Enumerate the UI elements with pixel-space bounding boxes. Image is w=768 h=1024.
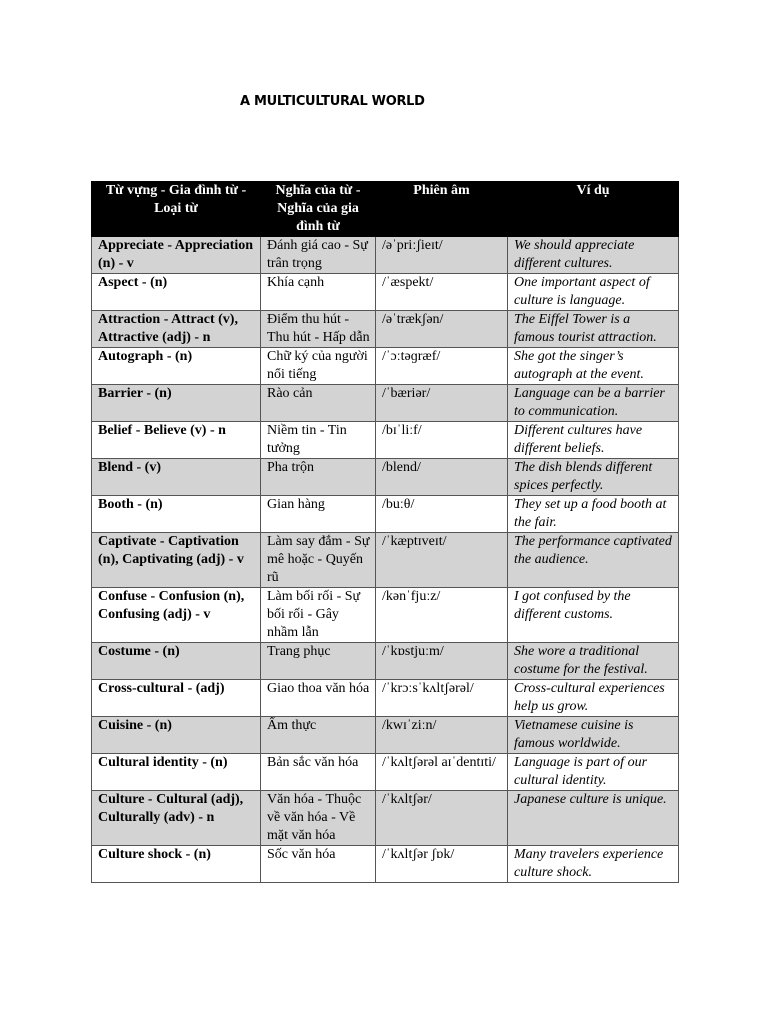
table-row — [92, 754, 679, 791]
cell-example: Many travelers experience culture shock. — [508, 846, 679, 883]
table-row — [92, 680, 679, 717]
cell-example: The Eiffel Tower is a famous tourist attraction. — [508, 311, 679, 348]
cell-pronunciation: /buːθ/ — [376, 496, 508, 533]
cell-pronunciation: /ˈkæptɪveɪt/ — [376, 533, 508, 588]
cell-pronunciation: /ˈkʌltʃərəl aɪˈdentɪti/ — [376, 754, 508, 791]
cell-pronunciation: /kwɪˈziːn/ — [376, 717, 508, 754]
cell-word: Aspect - (n) — [92, 274, 261, 311]
cell-meaning: Trang phục — [261, 643, 376, 680]
cell-word: Captivate - Captivation (n), Captivating (adj) - v — [92, 533, 261, 588]
table-row — [92, 717, 679, 754]
table-row — [92, 846, 679, 883]
cell-word: Cuisine - (n) — [92, 717, 261, 754]
cell-example: The performance captivated the audience. — [508, 533, 679, 588]
cell-example: They set up a food booth at the fair. — [508, 496, 679, 533]
cell-example: She got the singer’s autograph at the event. — [508, 348, 679, 385]
table-row — [92, 311, 679, 348]
table-header-row — [92, 182, 679, 237]
table-row — [92, 643, 679, 680]
cell-pronunciation: /ˈɔːtəɡræf/ — [376, 348, 508, 385]
cell-meaning: Đánh giá cao - Sự trân trọng — [261, 237, 376, 274]
table-row — [92, 274, 679, 311]
cell-pronunciation: /əˈpriːʃieɪt/ — [376, 237, 508, 274]
cell-word: Blend - (v) — [92, 459, 261, 496]
cell-word: Appreciate - Appreciation (n) - v — [92, 237, 261, 274]
cell-example: The dish blends different spices perfectly. — [508, 459, 679, 496]
cell-pronunciation: /kənˈfjuːz/ — [376, 588, 508, 643]
cell-example: We should appreciate different cultures. — [508, 237, 679, 274]
cell-word: Belief - Believe (v) - n — [92, 422, 261, 459]
cell-meaning: Giao thoa văn hóa — [261, 680, 376, 717]
cell-meaning: Chữ ký của người nổi tiếng — [261, 348, 376, 385]
cell-meaning: Làm bối rối - Sự bối rối - Gây nhầm lẫn — [261, 588, 376, 643]
table-row — [92, 385, 679, 422]
cell-word: Cross-cultural - (adj) — [92, 680, 261, 717]
table-row — [92, 348, 679, 385]
cell-word: Barrier - (n) — [92, 385, 261, 422]
cell-meaning: Bản sắc văn hóa — [261, 754, 376, 791]
cell-word: Costume - (n) — [92, 643, 261, 680]
cell-meaning: Pha trộn — [261, 459, 376, 496]
cell-pronunciation: /ˈbæriər/ — [376, 385, 508, 422]
cell-meaning: Điểm thu hút - Thu hút - Hấp dẫn — [261, 311, 376, 348]
table-row — [92, 588, 679, 643]
cell-example: Language can be a barrier to communication. — [508, 385, 679, 422]
cell-word: Culture shock - (n) — [92, 846, 261, 883]
cell-example: Cross-cultural experiences help us grow. — [508, 680, 679, 717]
cell-meaning: Khía cạnh — [261, 274, 376, 311]
cell-pronunciation: /ˈkrɔːsˈkʌltʃərəl/ — [376, 680, 508, 717]
cell-pronunciation: /blend/ — [376, 459, 508, 496]
cell-example: Language is part of our cultural identity. — [508, 754, 679, 791]
cell-word: Culture - Cultural (adj), Culturally (adv) - n — [92, 791, 261, 846]
table-row — [92, 496, 679, 533]
cell-word: Booth - (n) — [92, 496, 261, 533]
table-row — [92, 791, 679, 846]
header-example: Ví dụ — [508, 182, 679, 237]
document-title: A MULTICULTURAL WORLD — [240, 94, 425, 109]
cell-word: Cultural identity - (n) — [92, 754, 261, 791]
table-row — [92, 459, 679, 496]
cell-example: Different cultures have different beliefs. — [508, 422, 679, 459]
cell-pronunciation: /ˈkɒstjuːm/ — [376, 643, 508, 680]
cell-example: Japanese culture is unique. — [508, 791, 679, 846]
table-row — [92, 237, 679, 274]
cell-meaning: Gian hàng — [261, 496, 376, 533]
cell-pronunciation: /ˈkʌltʃər ʃɒk/ — [376, 846, 508, 883]
cell-word: Confuse - Confusion (n), Confusing (adj) - v — [92, 588, 261, 643]
table-row — [92, 422, 679, 459]
cell-meaning: Rào cản — [261, 385, 376, 422]
vocabulary-table — [91, 181, 679, 883]
cell-pronunciation: /ˈæspekt/ — [376, 274, 508, 311]
header-meaning: Nghĩa của từ - Nghĩa của gia đình từ — [261, 182, 376, 237]
cell-example: One important aspect of culture is language. — [508, 274, 679, 311]
cell-example: I got confused by the different customs. — [508, 588, 679, 643]
cell-example: Vietnamese cuisine is famous worldwide. — [508, 717, 679, 754]
cell-example: She wore a traditional costume for the festival. — [508, 643, 679, 680]
header-word-family: Từ vựng - Gia đình từ - Loại từ — [92, 182, 261, 237]
cell-word: Attraction - Attract (v), Attractive (adj) - n — [92, 311, 261, 348]
cell-meaning: Ẩm thực — [261, 717, 376, 754]
cell-meaning: Niềm tin - Tin tưởng — [261, 422, 376, 459]
header-pronunciation: Phiên âm — [376, 182, 508, 237]
cell-word: Autograph - (n) — [92, 348, 261, 385]
cell-pronunciation: /bɪˈliːf/ — [376, 422, 508, 459]
cell-meaning: Văn hóa - Thuộc về văn hóa - Về mặt văn hóa — [261, 791, 376, 846]
cell-pronunciation: /ˈkʌltʃər/ — [376, 791, 508, 846]
cell-meaning: Sốc văn hóa — [261, 846, 376, 883]
cell-meaning: Làm say đắm - Sự mê hoặc - Quyến rũ — [261, 533, 376, 588]
cell-pronunciation: /əˈtrækʃən/ — [376, 311, 508, 348]
table-row — [92, 533, 679, 588]
